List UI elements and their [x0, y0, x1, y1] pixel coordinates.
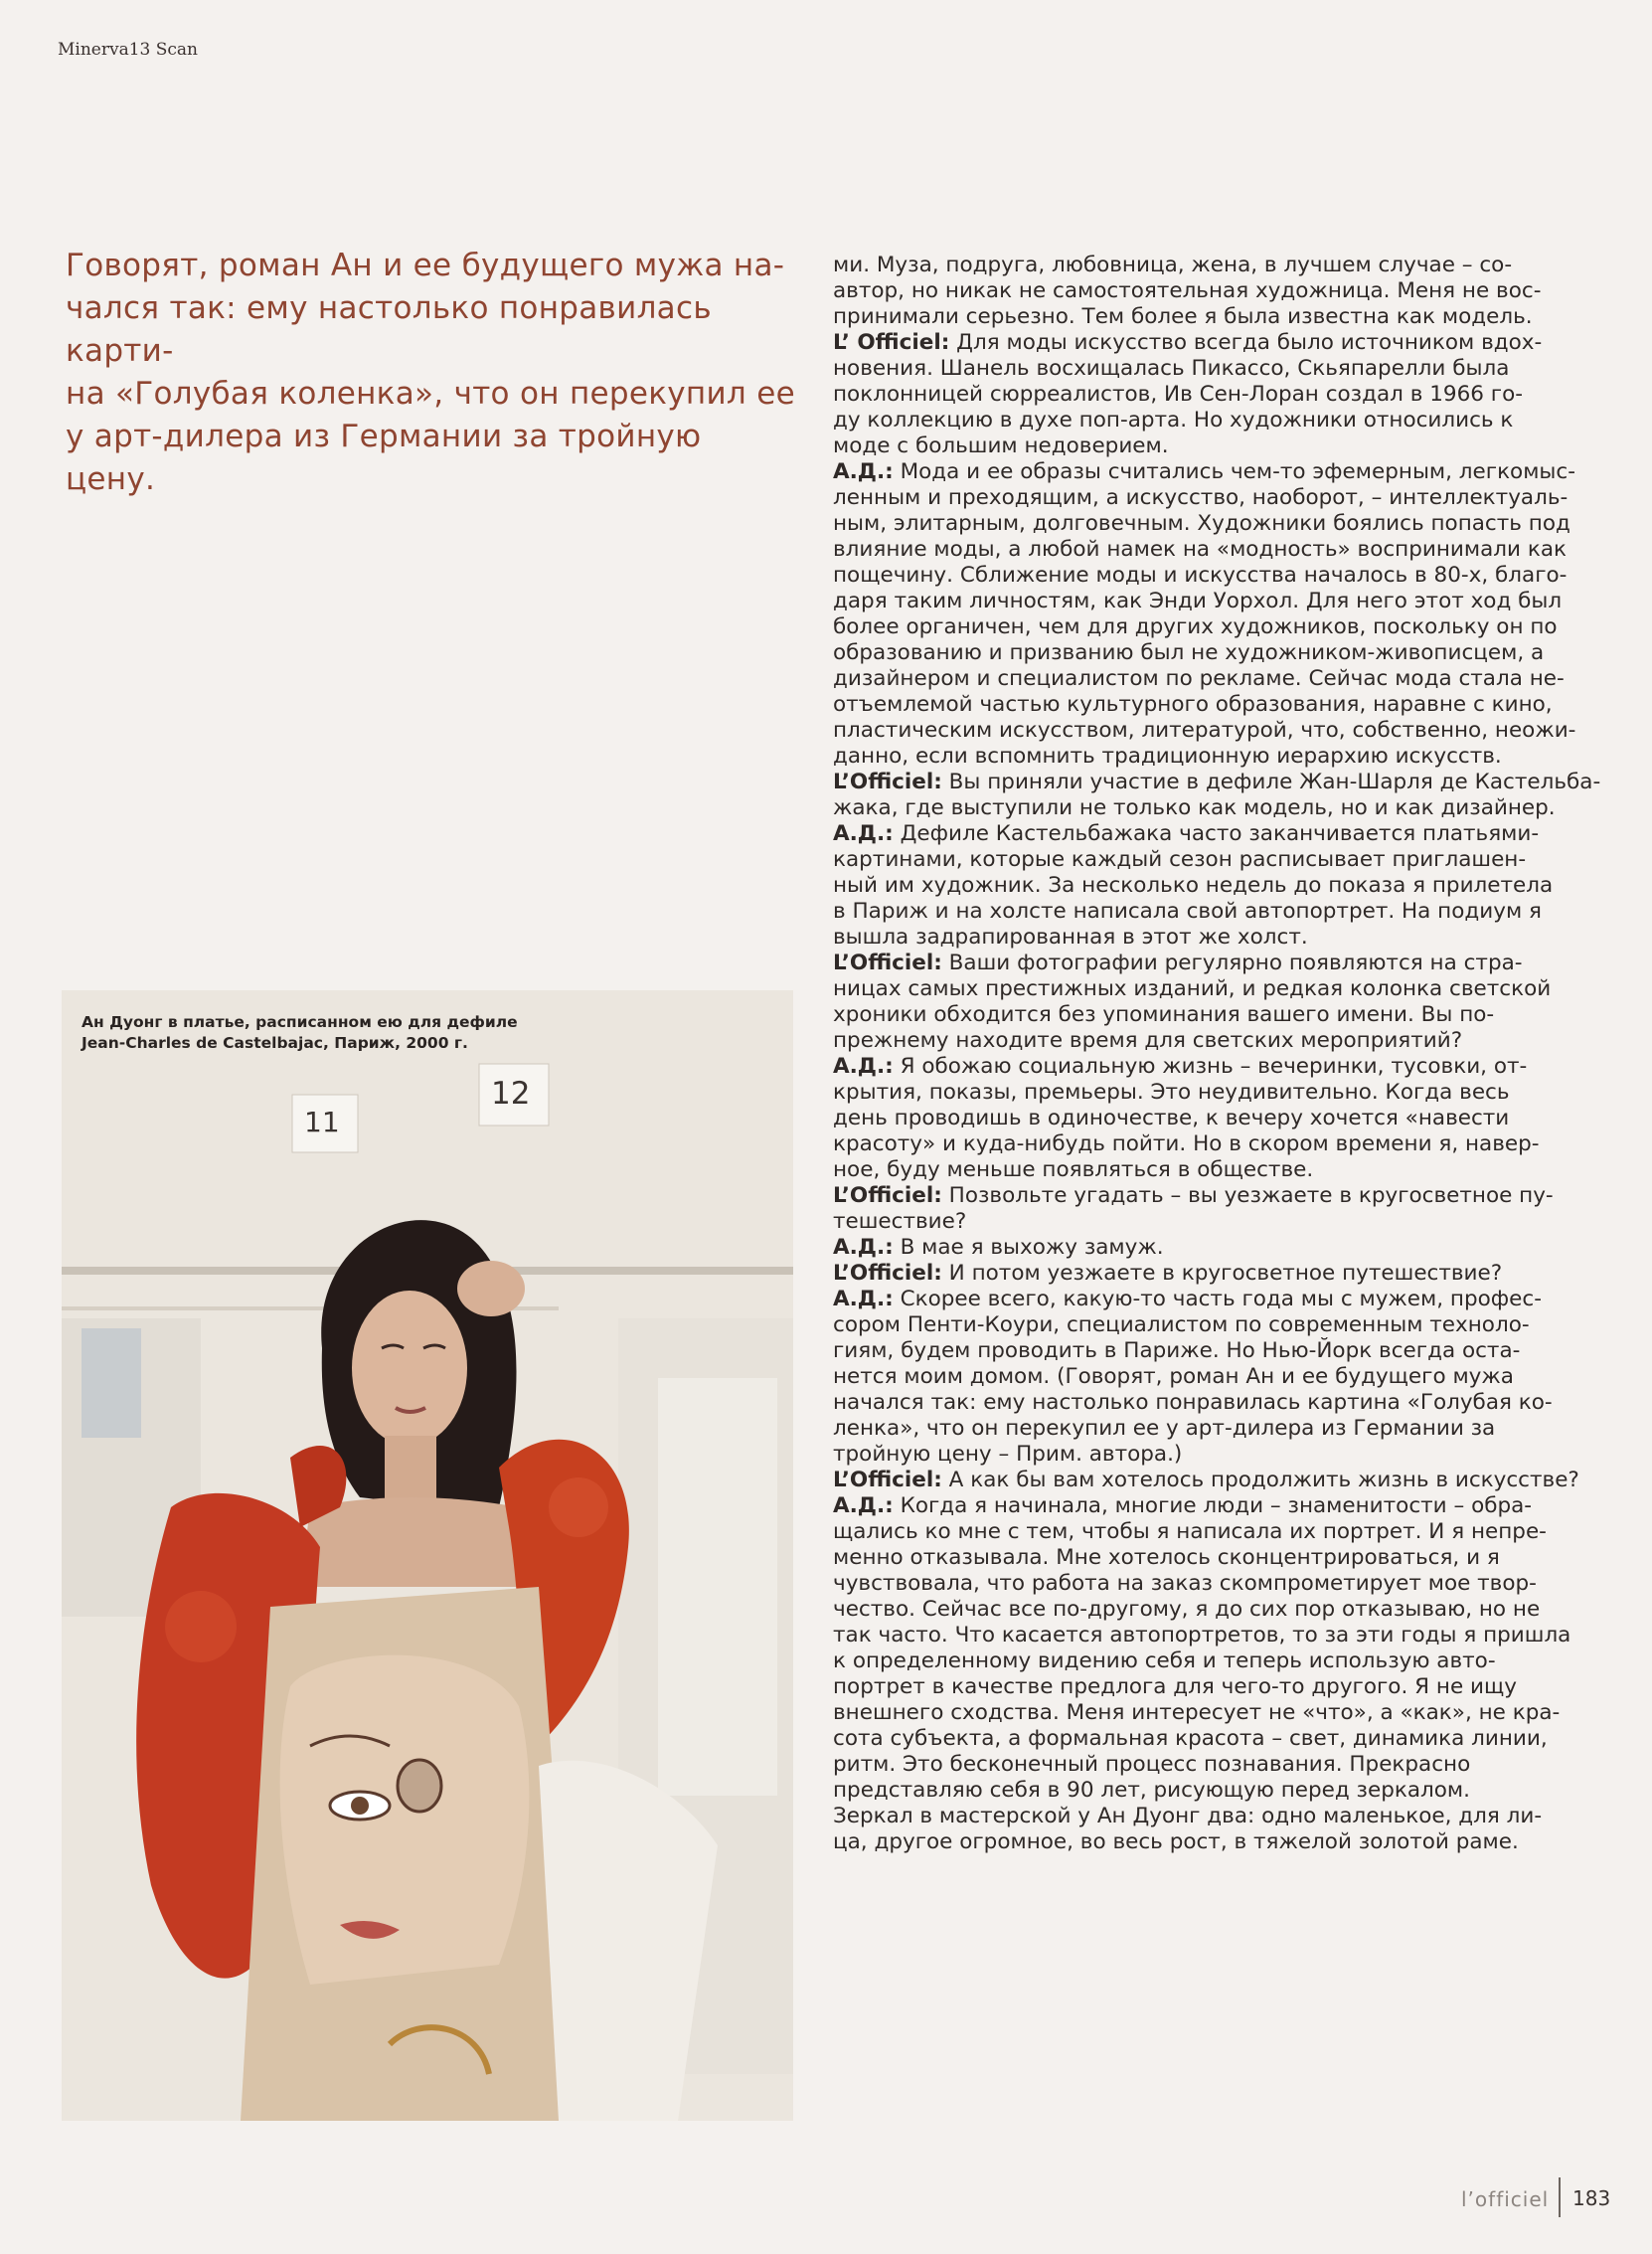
line-text: хроники обходится без упоминания вашего имени. Вы по-: [833, 1002, 1495, 1027]
text-line: [833, 1493, 1569, 1519]
speaker-label: L’Officiel:: [833, 951, 942, 975]
speaker-label: А.Д.:: [833, 1493, 894, 1518]
text-line: [833, 718, 1576, 744]
text-line: [833, 1364, 1569, 1390]
line-text: автор, но никак не самостоятельная художница. Меня не вос-: [833, 278, 1542, 303]
interview-paragraph: [833, 951, 1569, 1054]
text-line: [833, 356, 1569, 382]
line-text: Для моды искусство всегда было источником вдох-: [949, 330, 1543, 355]
text-line: [833, 1002, 1569, 1028]
line-text: И потом уезжаете в кругосветное путешествие?: [941, 1261, 1503, 1286]
speaker-label: А.Д.:: [833, 459, 894, 484]
line-text: Вы приняли участие в дефиле Жан-Шарля де Кастельба-: [941, 770, 1601, 794]
line-text: образованию и призванию был не художником-живописцем, а: [833, 640, 1545, 665]
caption-line: Jean-Charles de Castelbajac, Париж, 2000 г.: [82, 1034, 468, 1052]
interview-paragraph: [833, 1261, 1569, 1287]
line-text: В мае я выхожу замуж.: [893, 1235, 1164, 1260]
line-text: представляю себя в 90 лет, рисующую перед зеркалом.: [833, 1778, 1470, 1803]
speaker-label: А.Д.:: [833, 821, 894, 846]
text-line: [833, 1829, 1569, 1855]
line-text: вышла задрапированная в этот же холст.: [833, 925, 1308, 950]
speaker-label: А.Д.:: [833, 1054, 894, 1079]
line-text: сота субъекта, а формальная красота – свет, динамика линии,: [833, 1726, 1548, 1751]
line-text: портрет в качестве предлога для чего-то другого. Я не ищу: [833, 1674, 1517, 1699]
portrait-photo: [62, 990, 793, 2121]
text-line: [833, 847, 1569, 873]
speaker-label: L’Officiel:: [833, 770, 942, 794]
line-text: к определенному видению себя и теперь использую авто-: [833, 1648, 1496, 1673]
line-text: тройную цену – Прим. автора.): [833, 1442, 1183, 1467]
line-text: ницах самых престижных изданий, и редкая колонка светской: [833, 976, 1552, 1001]
interview-paragraph: [833, 1287, 1569, 1468]
line-text: тешествие?: [833, 1209, 967, 1234]
line-text: Дефиле Кастельбажака часто заканчивается платьями-: [893, 821, 1540, 846]
photo-caption: [82, 1012, 518, 1054]
line-text: отъемлемой частью культурного образования, наравне с кино,: [833, 692, 1553, 717]
line-text: Ваши фотографии регулярно появляются на стра-: [941, 951, 1523, 975]
line-text: прежнему находите время для светских мероприятий?: [833, 1028, 1463, 1053]
interview-paragraph: [833, 1468, 1579, 1493]
interview-paragraph: [833, 1183, 1569, 1235]
text-line: [833, 1752, 1569, 1778]
text-line: [833, 1390, 1569, 1416]
line-text: менно отказывала. Мне хотелось сконцентрироваться, и я: [833, 1545, 1500, 1570]
text-line: [833, 1648, 1569, 1674]
line-text: Зеркал в мастерской у Ан Дуонг два: одно маленькое, для ли-: [833, 1804, 1543, 1828]
photo-illustration: [62, 990, 793, 2121]
text-line: [833, 1778, 1569, 1804]
text-line: [833, 1028, 1569, 1054]
line-text: начался так: ему настолько понравилась картина «Голубая ко-: [833, 1390, 1553, 1415]
line-text: даря таким личностям, как Энди Уорхол. Для него этот ход был: [833, 589, 1563, 613]
line-text: более органичен, чем для других художников, поскольку он по: [833, 614, 1558, 639]
line-text: жака, где выступили не только как модель, но и как дизайнер.: [833, 795, 1556, 820]
text-line: [833, 976, 1569, 1002]
text-line: [833, 1235, 1569, 1261]
text-line: [833, 640, 1569, 666]
line-text: новения. Шанель восхищалась Пикассо, Скьяпарелли была: [833, 356, 1510, 381]
text-line: [833, 304, 1569, 330]
line-text: ленка», что он перекупил ее у арт-дилера из Германии за: [833, 1416, 1496, 1441]
line-text: принимали серьезно. Тем более я была известна как модель.: [833, 304, 1533, 329]
line-text: А как бы вам хотелось продолжить жизнь в искусстве?: [941, 1468, 1579, 1492]
text-line: [833, 485, 1569, 511]
text-line: [833, 1674, 1569, 1700]
line-text: поклонницей сюрреалистов, Ив Сен-Лоран создал в 1966 го-: [833, 382, 1523, 407]
rack-tag-12: 12: [491, 1076, 531, 1112]
text-line: [833, 1700, 1569, 1726]
line-text: данно, если вспомнить традиционную иерархию искусств.: [833, 744, 1502, 769]
speaker-label: L’Officiel:: [833, 1468, 942, 1492]
line-text: ный им художник. За несколько недель до показа я прилетела: [833, 873, 1554, 898]
interview-paragraph: [833, 330, 1569, 459]
text-line: [833, 1080, 1569, 1106]
line-text: крытия, показы, премьеры. Это неудивительно. Когда весь: [833, 1080, 1510, 1105]
line-text: нется моим домом. (Говорят, роман Ан и ее будущего мужа: [833, 1364, 1514, 1389]
text-line: [833, 1106, 1569, 1131]
text-line: [833, 459, 1575, 485]
text-line: [833, 382, 1569, 408]
line-text: день проводишь в одиночестве, к вечеру хочется «навести: [833, 1106, 1510, 1130]
interview-paragraph: [833, 1493, 1569, 1804]
pull-quote-line: Говорят, роман Ан и ее будущего мужа на-: [66, 248, 785, 283]
line-text: ду коллекцию в духе поп-арта. Но художники относились к: [833, 408, 1514, 433]
text-line: [833, 770, 1601, 795]
text-line: [833, 1545, 1569, 1571]
pull-quote-line: на «Голубая коленка», что он перекупил ее: [66, 376, 795, 412]
line-text: Мода и ее образы считались чем-то эфемерным, легкомыс-: [893, 459, 1575, 484]
line-text: Позвольте угадать – вы уезжаете в кругосветное пу-: [941, 1183, 1554, 1208]
line-text: пощечину. Сближение моды и искусства началось в 80-х, благо-: [833, 563, 1568, 588]
text-line: [833, 925, 1569, 951]
text-line: [833, 511, 1569, 537]
text-line: [833, 1183, 1569, 1209]
text-line: [833, 1261, 1569, 1287]
line-text: влияние моды, а любой намек на «модность» воспринимали как: [833, 537, 1567, 562]
text-line: [833, 1571, 1569, 1597]
line-text: дизайнером и специалистом по рекламе. Сейчас мода стала не-: [833, 666, 1565, 691]
line-text: ми. Муза, подруга, любовница, жена, в лучшем случае – со-: [833, 253, 1513, 277]
text-line: [833, 795, 1569, 821]
text-line: [833, 1519, 1569, 1545]
text-line: [833, 899, 1569, 925]
speaker-label: L’Officiel:: [833, 1183, 942, 1208]
line-text: ленным и преходящим, а искусство, наоборот, – интеллектуаль-: [833, 485, 1569, 510]
line-text: ца, другое огромное, во весь рост, в тяжелой золотой раме.: [833, 1829, 1519, 1854]
line-text: ным, элитарным, долговечным. Художники боялись попасть под: [833, 511, 1570, 536]
rack-tag-11: 11: [304, 1106, 340, 1138]
line-text: ритм. Это бесконечный процесс познавания. Прекрасно: [833, 1752, 1471, 1777]
interview-paragraph: [833, 821, 1569, 951]
text-line: [833, 692, 1569, 718]
interview-paragraph: [833, 1235, 1569, 1261]
text-line: [833, 253, 1569, 278]
pull-quote: [66, 245, 796, 501]
text-line: [833, 330, 1569, 356]
article-body: [833, 253, 1601, 1855]
pull-quote-line: у арт-дилера из Германии за тройную цену.: [66, 419, 702, 497]
text-line: [833, 666, 1569, 692]
line-text: чество. Сейчас все по-другому, я до сих пор отказываю, но не: [833, 1597, 1541, 1622]
line-text: в Париж и на холсте написала свой автопортрет. На подиум я: [833, 899, 1542, 924]
text-line: [833, 1209, 1569, 1235]
text-line: [833, 563, 1569, 589]
speaker-label: L’ Officiel:: [833, 330, 950, 355]
line-text: моде с большим недоверием.: [833, 433, 1169, 458]
caption-line: Ан Дуонг в платье, расписанном ею для дефиле: [82, 1013, 518, 1031]
interview-paragraph: [833, 1054, 1569, 1183]
text-line: [833, 1287, 1569, 1312]
text-line: [833, 433, 1569, 459]
interview-paragraph: [833, 253, 1569, 330]
line-text: внешнего сходства. Меня интересует не «что», а «как», не кра-: [833, 1700, 1561, 1725]
line-text: чувствовала, что работа на заказ скомпрометирует мое твор-: [833, 1571, 1537, 1596]
line-text: Скорее всего, какую-то часть года мы с мужем, профес-: [893, 1287, 1542, 1311]
line-text: Я обожаю социальную жизнь – вечеринки, тусовки, от-: [893, 1054, 1528, 1079]
text-line: [833, 744, 1569, 770]
interview-paragraph: [833, 1804, 1569, 1855]
line-text: красоту» и куда-нибудь пойти. Но в скором времени я, навер-: [833, 1131, 1540, 1156]
text-line: [833, 951, 1569, 976]
line-text: Когда я начинала, многие люди – знаменитости – обра-: [893, 1493, 1533, 1518]
line-text: щались ко мне с тем, чтобы я написала их портрет. И я непре-: [833, 1519, 1547, 1544]
speaker-label: А.Д.:: [833, 1235, 894, 1260]
page-number: 183: [1572, 2186, 1611, 2210]
magazine-brand: l’officiel: [1461, 2187, 1550, 2211]
scan-label: Minerva13 Scan: [58, 40, 199, 60]
text-line: [833, 408, 1569, 433]
text-line: [833, 1623, 1569, 1648]
pull-quote-line: чался так: ему настолько понравилась карти-: [66, 290, 712, 369]
text-line: [833, 1157, 1569, 1183]
text-line: [833, 873, 1569, 899]
text-line: [833, 614, 1569, 640]
line-text: так часто. Что касается автопортретов, то за эти годы я пришла: [833, 1623, 1571, 1647]
line-text: ное, буду меньше появляться в обществе.: [833, 1157, 1314, 1182]
speaker-label: L’Officiel:: [833, 1261, 942, 1286]
text-line: [833, 1054, 1569, 1080]
text-line: [833, 1597, 1569, 1623]
text-line: [833, 1131, 1569, 1157]
text-line: [833, 537, 1569, 563]
line-text: картинами, которые каждый сезон расписывает приглашен-: [833, 847, 1527, 872]
line-text: пластическим искусством, литературой, что, собственно, неожи-: [833, 718, 1576, 743]
text-line: [833, 1312, 1569, 1338]
text-line: [833, 1468, 1579, 1493]
footer-divider: [1559, 2177, 1561, 2217]
text-line: [833, 589, 1569, 614]
line-text: сором Пенти-Коури, специалистом по современным техноло-: [833, 1312, 1530, 1337]
text-line: [833, 1442, 1569, 1468]
line-text: гиям, будем проводить в Париже. Но Нью-Йорк всегда оста-: [833, 1338, 1521, 1363]
text-line: [833, 278, 1569, 304]
text-line: [833, 821, 1569, 847]
text-line: [833, 1726, 1569, 1752]
speaker-label: А.Д.:: [833, 1287, 894, 1311]
interview-paragraph: [833, 770, 1601, 821]
interview-paragraph: [833, 459, 1576, 770]
text-line: [833, 1804, 1569, 1829]
text-line: [833, 1338, 1569, 1364]
text-line: [833, 1416, 1569, 1442]
